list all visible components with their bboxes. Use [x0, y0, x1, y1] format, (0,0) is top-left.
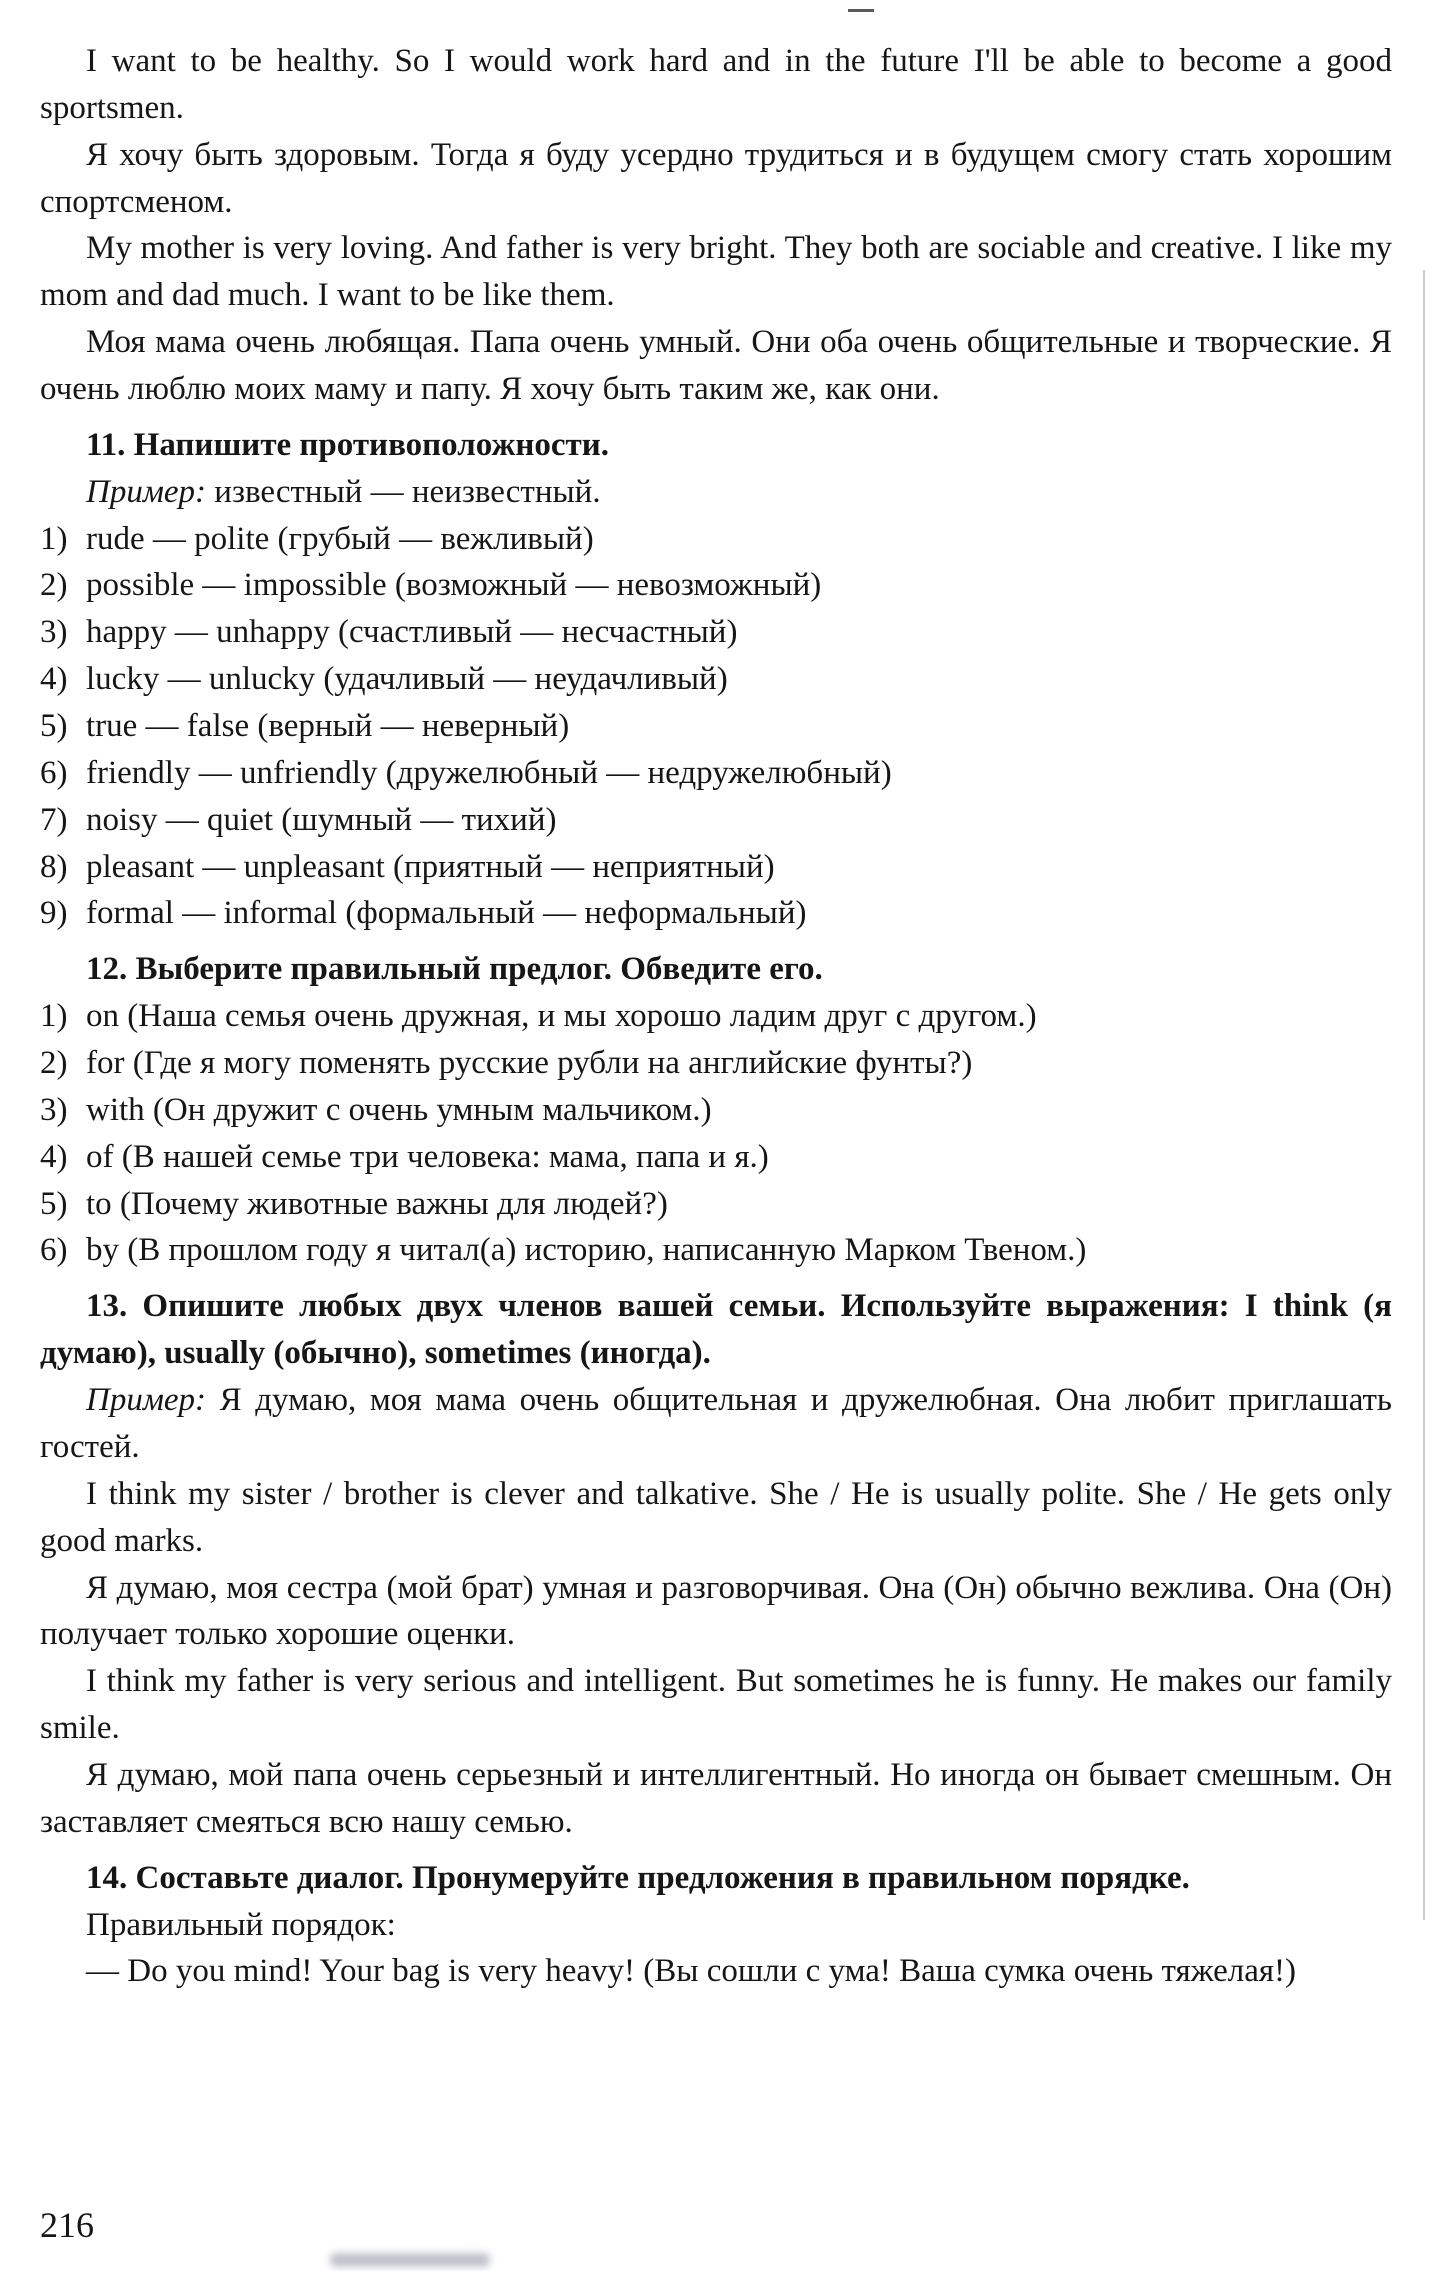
exercise-11-item	[40, 516, 1392, 563]
exercise-11-item	[40, 609, 1392, 656]
exercise-11-example	[40, 469, 1392, 516]
list-number: 4)	[40, 1138, 68, 1175]
intro-paragraph-en-2: My mother is very loving. And father is very bright. They both are sociable and creative. I like my mom and dad much. I want to be like them.	[40, 230, 1392, 314]
exercise-11-item	[40, 562, 1392, 609]
list-number: 5)	[40, 1185, 68, 1222]
exercise-12-item	[40, 1087, 1392, 1134]
list-number: 2)	[40, 567, 68, 604]
exercise-12-item	[40, 1040, 1392, 1087]
exercise-11-item	[40, 844, 1392, 891]
exercise-12-item	[40, 1134, 1392, 1181]
exercise-11-item	[40, 750, 1392, 797]
exercise-13-paragraph-ru-1: Я думаю, моя сестра (мой брат) умная и разговорчивая. Она (Он) обычно вежлива. Она (Он) получает только хорошие оценки.	[40, 1569, 1392, 1653]
exercise-11-item	[40, 703, 1392, 750]
list-text: true — false (верный — неверный)	[86, 708, 570, 745]
exercise-12-heading: 12. Выберите правильный предлог. Обведите его.	[86, 951, 823, 988]
exercise-14-dialog-line: — Do you mind! Your bag is very heavy! (Вы сошли с ума! Ваша сумка очень тяжелая!)	[86, 1953, 1296, 1990]
list-text: lucky — unlucky (удачливый — неудачливый)	[86, 661, 728, 698]
list-number: 1)	[40, 520, 68, 557]
list-number: 7)	[40, 801, 68, 838]
list-text: friendly — unfriendly (дружелюбный — недружелюбный)	[86, 754, 892, 791]
list-text: formal — informal (формальный — неформальный)	[86, 895, 807, 932]
exercise-13-paragraph-ru-2: Я думаю, мой папа очень серьезный и интеллигентный. Но иногда он бывает смешным. Он заставляет смеяться всю нашу семью.	[40, 1756, 1392, 1840]
list-text: for (Где я могу поменять русские рубли на английские фунты?)	[86, 1045, 973, 1082]
example-text: известный — неизвестный.	[206, 473, 601, 510]
exercise-11-item	[40, 890, 1392, 937]
scan-artifact-right-edge	[1423, 270, 1425, 1920]
intro-paragraph-en-1: I want to be healthy. So I would work hard and in the future I'll be able to become a good sportsmen.	[40, 43, 1392, 126]
exercise-12-item	[40, 1181, 1392, 1228]
exercise-12-item	[40, 1227, 1392, 1274]
list-number: 2)	[40, 1045, 68, 1082]
exercise-12-item	[40, 993, 1392, 1040]
exercise-14-order-label: Правильный порядок:	[86, 1906, 396, 1943]
list-number: 4)	[40, 661, 68, 698]
list-number: 8)	[40, 848, 68, 885]
exercise-13-example	[40, 1377, 1392, 1471]
exercise-13-heading: 13. Опишите любых двух членов вашей семьи. Используйте выражения: I think (я думаю), usually (обычно), sometimes (иногда).	[40, 1288, 1392, 1372]
intro-paragraph-ru-2: Моя мама очень любящая. Папа очень умный. Они оба очень общительные и творческие. Я очень люблю моих маму и папу. Я хочу быть таким же, как они.	[40, 324, 1392, 408]
list-number: 1)	[40, 998, 68, 1035]
list-number: 3)	[40, 1091, 68, 1128]
example-label: Пример:	[86, 1382, 207, 1419]
list-text: pleasant — unpleasant (приятный — неприятный)	[86, 848, 775, 885]
exercise-13-paragraph-en-2: I think my father is very serious and intelligent. But sometimes he is funny. He makes our family smile.	[40, 1663, 1392, 1747]
list-number: 5)	[40, 708, 68, 745]
list-text: of (В нашей семье три человека: мама, папа и я.)	[86, 1138, 769, 1175]
exercise-11-item	[40, 797, 1392, 844]
list-number: 6)	[40, 1232, 68, 1269]
list-text: with (Он дружит с очень умным мальчиком.)	[86, 1091, 712, 1128]
list-number: 6)	[40, 754, 68, 791]
list-number: 3)	[40, 614, 68, 651]
example-label: Пример:	[86, 473, 207, 510]
list-text: possible — impossible (возможный — невозможный)	[86, 567, 822, 604]
example-text: Я думаю, моя мама очень общительная и дружелюбная. Она любит приглашать гостей.	[40, 1382, 1392, 1465]
list-text: happy — unhappy (счастливый — несчастный)	[86, 614, 738, 651]
intro-paragraph-ru-1: Я хочу быть здоровым. Тогда я буду усердно трудиться и в будущем смогу стать хорошим спортсменом.	[40, 136, 1392, 220]
list-text: by (В прошлом году я читал(а) историю, написанную Марком Твеном.)	[86, 1232, 1087, 1269]
exercise-14-heading: 14. Составьте диалог. Пронумеруйте предложения в правильном порядке.	[86, 1859, 1190, 1896]
page-number: 216	[40, 2205, 94, 2245]
exercise-11-heading: 11. Напишите противоположности.	[86, 426, 610, 463]
exercise-13-paragraph-en-1: I think my sister / brother is clever and talkative. She / He is usually polite. She / He gets only good marks.	[40, 1475, 1392, 1559]
list-text: on (Наша семья очень дружная, и мы хорошо ладим друг с другом.)	[86, 998, 1037, 1035]
exercise-11-item	[40, 656, 1392, 703]
scan-artifact-top-tick	[848, 9, 874, 12]
list-text: noisy — quiet (шумный — тихий)	[86, 801, 557, 838]
list-number: 9)	[40, 895, 68, 932]
list-text: to (Почему животные важны для людей?)	[86, 1185, 668, 1222]
scan-artifact-bottom-smudge	[330, 2253, 490, 2267]
list-text: rude — polite (грубый — вежливый)	[86, 520, 594, 557]
